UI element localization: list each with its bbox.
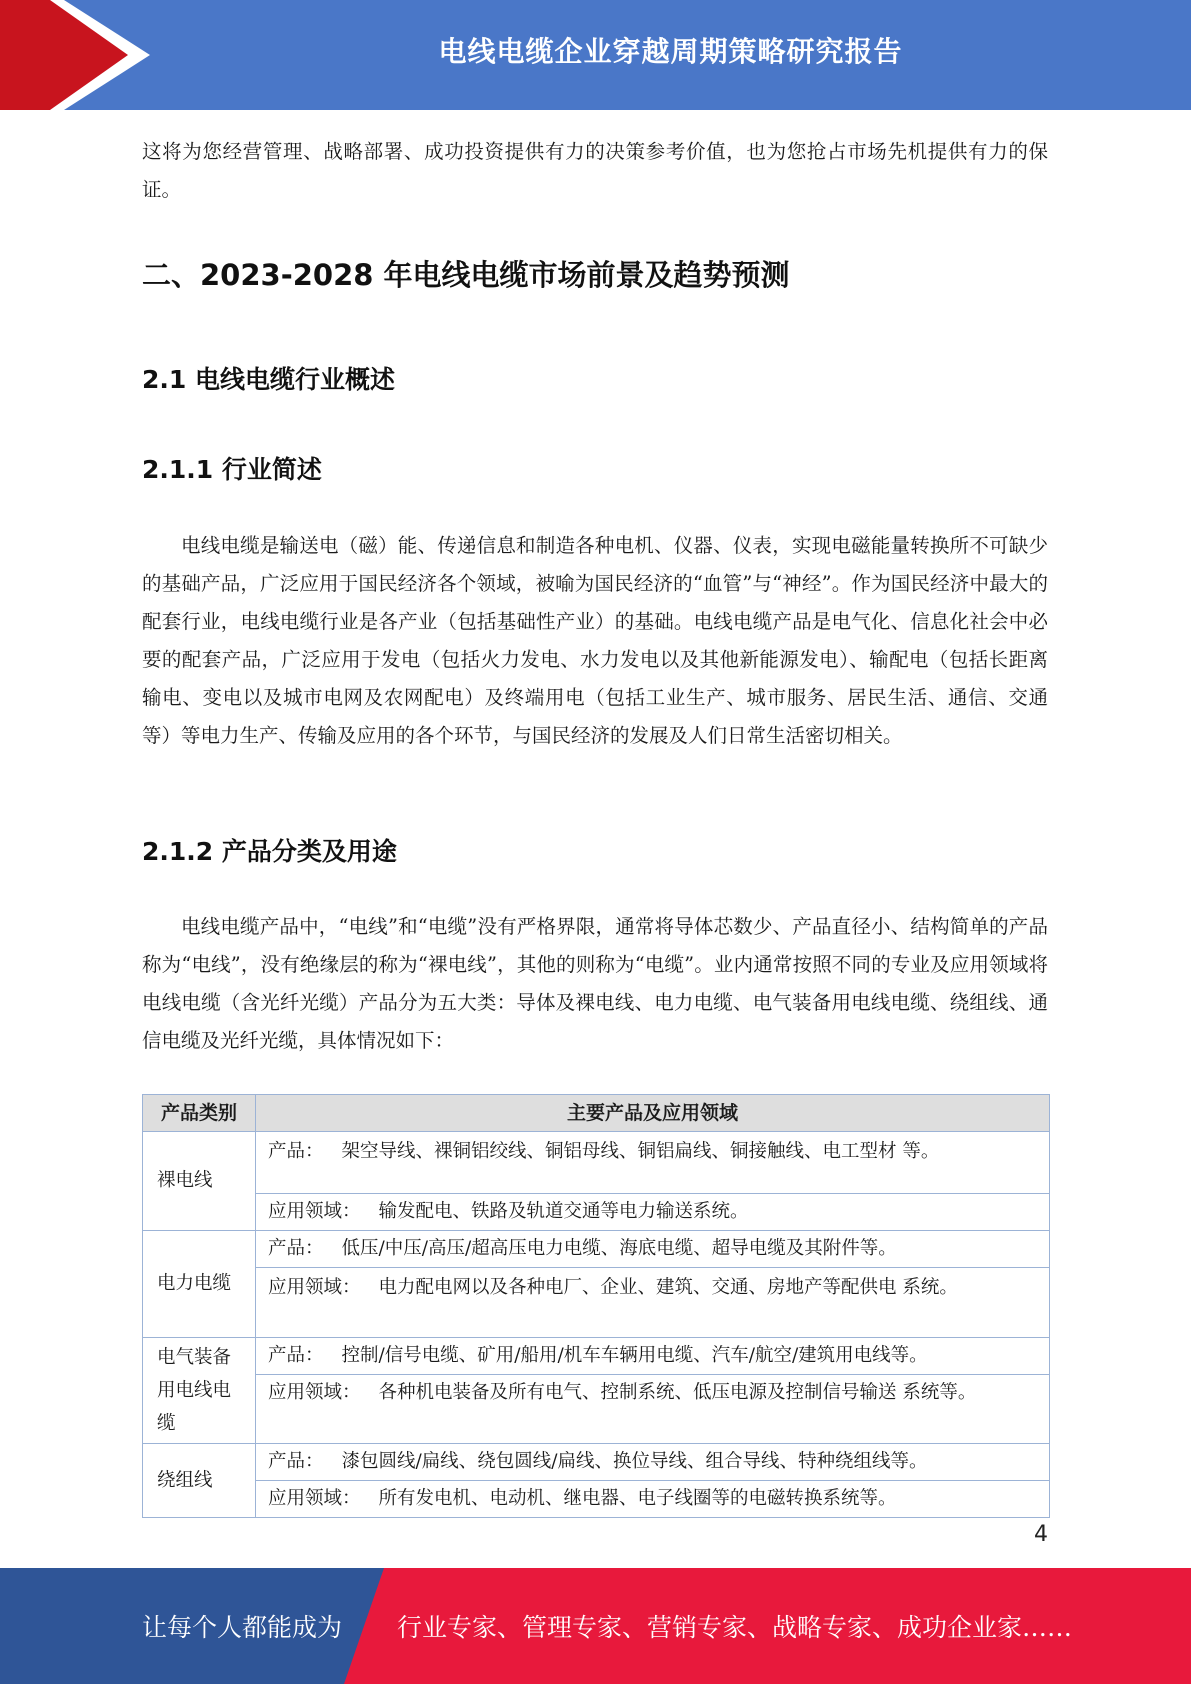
table-application-cell: [256, 1375, 1050, 1444]
application-label: 应用领域：: [268, 1277, 361, 1298]
page-number: 4: [1034, 1522, 1048, 1547]
product-value: 低压/中压/高压/超高压电力电缆、海底电缆、超导电缆及其附件等。: [341, 1238, 897, 1259]
table-header-detail: 主要产品及应用领域: [256, 1095, 1050, 1132]
intro-paragraph: 这将为您经营管理、战略部署、成功投资提供有力的决策参考价值，也为您抢占市场先机提供有力的保证。: [142, 140, 1048, 201]
product-classification-paragraph: 电线电缆产品中，“电线”和“电缆”没有严格界限，通常将导体芯数少、产品直径小、结构简单的产品称为“电线”，没有绝缘层的称为“裸电线”，其他的则称为“电缆”。业内通常按照不同的专业及应用领域将电线电缆（含光纤光缆）产品分为五大类：导体及裸电线、电力电缆、电气装备用电线电缆、绕组线、通信电缆及光纤光缆，具体情况如下：: [142, 915, 1048, 1052]
table-row: [143, 1132, 1050, 1194]
table-row: [143, 1194, 1050, 1231]
product-label: 产品：: [268, 1141, 324, 1162]
table-product-cell: [256, 1444, 1050, 1481]
application-label: 应用领域：: [268, 1488, 361, 1509]
application-value: 各种机电装备及所有电气、控制系统、低压电源及控制信号输送 系统等。: [378, 1382, 977, 1403]
header-title: 电线电缆企业穿越周期策略研究报告: [438, 35, 903, 68]
industry-overview-paragraph: 电线电缆是输送电（磁）能、传递信息和制造各种电机、仪器、仪表，实现电磁能量转换所不可缺少的基础产品，广泛应用于国民经济各个领域，被喻为国民经济的“血管”与“神经”。作为国民经济中最大的配套行业，电线电缆行业是各产业（包括基础性产业）的基础。电线电缆产品是电气化、信息化社会中必要的配套产品，广泛应用于发电（包括火力发电、水力发电以及其他新能源发电）、输配电（包括长距离输电、变电以及城市电网及农网配电）及终端用电（包括工业生产、城市服务、居民生活、通信、交通等）等电力生产、传输及应用的各个环节，与国民经济的发展及人们日常生活密切相关。: [142, 534, 1048, 747]
footer-slogan-left: 让每个人都能成为: [142, 1613, 343, 1642]
product-label: 产品：: [268, 1451, 324, 1472]
application-value: 所有发电机、电动机、继电器、电子线圈等的电磁转换系统等。: [378, 1488, 897, 1509]
product-value: 漆包圆线/扁线、绕包圆线/扁线、换位导线、组合导线、特种绕组线等。: [341, 1451, 928, 1472]
application-label: 应用领域：: [268, 1201, 361, 1222]
table-product-cell: [256, 1132, 1050, 1194]
table-row: [143, 1338, 1050, 1375]
header-red-arrow: [0, 0, 128, 110]
header-chevron-decoration: [0, 0, 150, 110]
table-row: [143, 1231, 1050, 1268]
product-value: 架空导线、裸铜铝绞线、铜铝母线、铜铝扁线、铜接触线、电工型材 等。: [341, 1141, 940, 1162]
table-application-cell: [256, 1481, 1050, 1518]
page-header: [0, 0, 1191, 110]
table-header-row: [143, 1095, 1050, 1132]
table-application-cell: [256, 1194, 1050, 1231]
section-2-1-1-body: [142, 527, 1048, 755]
footer-slogan-right: 行业专家、管理专家、营销专家、战略专家、成功企业家……: [397, 1613, 1073, 1642]
table-application-cell: [256, 1268, 1050, 1338]
table-row: [143, 1268, 1050, 1338]
section-2-heading: 二、2023-2028 年电线电缆市场前景及趋势预测: [142, 258, 790, 292]
intro-section: [142, 133, 1048, 209]
application-label: 应用领域：: [268, 1382, 361, 1403]
table-category-cell: 裸电线: [143, 1132, 256, 1231]
section-2-1-heading: 2.1 电线电缆行业概述: [142, 365, 395, 394]
table-header-category: 产品类别: [143, 1095, 256, 1132]
application-value: 输发配电、铁路及轨道交通等电力输送系统。: [378, 1201, 749, 1222]
table-category-cell: 电气装备用电线电缆: [143, 1338, 256, 1444]
product-value: 控制/信号电缆、矿用/船用/机车车辆用电缆、汽车/航空/建筑用电线等。: [341, 1345, 928, 1366]
section-2-1-1-heading: 2.1.1 行业简述: [142, 455, 322, 484]
table-product-cell: [256, 1231, 1050, 1268]
section-2-1-2-body: [142, 908, 1048, 1060]
application-value: 电力配电网以及各种电厂、企业、建筑、交通、房地产等配供电 系统。: [378, 1277, 958, 1298]
product-label: 产品：: [268, 1238, 324, 1259]
product-label: 产品：: [268, 1345, 324, 1366]
page-footer: [0, 1568, 1191, 1684]
product-classification-table: [142, 1094, 1050, 1518]
table-row: [143, 1481, 1050, 1518]
table-row: [143, 1375, 1050, 1444]
table-category-cell: 绕组线: [143, 1444, 256, 1518]
section-2-1-2-heading: 2.1.2 产品分类及用途: [142, 837, 397, 866]
table-category-cell: 电力电缆: [143, 1231, 256, 1338]
table-product-cell: [256, 1338, 1050, 1375]
table-row: [143, 1444, 1050, 1481]
